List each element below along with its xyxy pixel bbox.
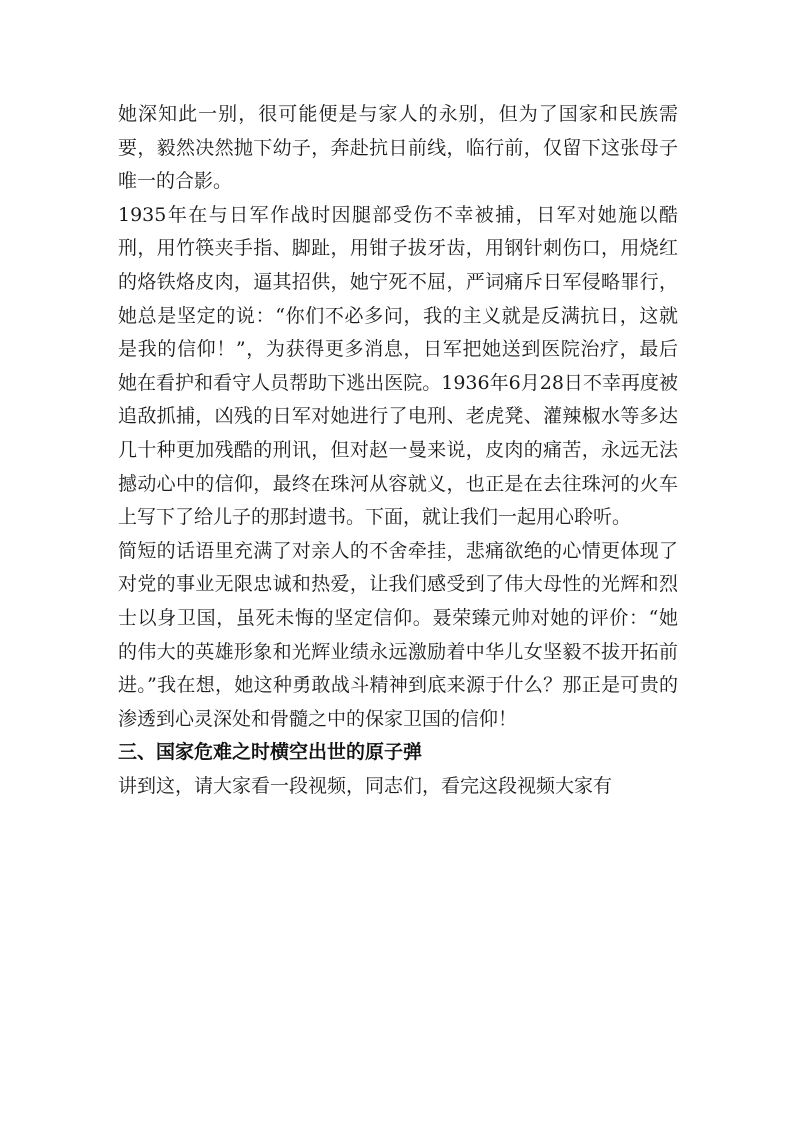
paragraph-farewell: 她深知此一别，很可能便是与家人的永别，但为了国家和民族需要，毅然决然抛下幼子，奔赴抗日前线，临行前，仅留下这张母子唯一的合影。 xyxy=(118,103,678,193)
paragraph-reflection: 简短的话语里充满了对亲人的不舍牵挂，悲痛欲绝的心情更体现了对党的事业无限忠诚和热爱，让我们感受到了伟大母性的光辉和烈士以身卫国，虽死未悔的坚定信仰。聂荣臻元帅对她的评价：“她的伟大的英雄形象和光辉业绩永远激励着中华儿女坚毅不拔开拓前进。”我在想，她这种勇敢战斗精神到底来源于什么？那正是可贵的渗透到心灵深处和骨髓之中的保家卫国的信仰！ xyxy=(118,539,678,730)
body-text xyxy=(118,98,678,803)
paragraph-capture: 1935年在与日军作战时因腿部受伤不幸被捕，日军对她施以酷刑，用竹筷夹手指、脚趾，用钳子拔牙齿，用钢针刺伤口，用烧红的烙铁烙皮肉，逼其招供，她宁死不屈，严词痛斥日军侵略罪行，她总是坚定的说：“你们不必多问，我的主义就是反满抗日，这就是我的信仰！”，为获得更多消息，日军把她送到医院治疗，最后她在看护和看守人员帮助下逃出医院。1936年6月28日不幸再度被追敌抓捕，凶残的日军对她进行了电刑、老虎凳、灌辣椒水等多达几十种更加残酷的刑讯，但对赵一曼来说，皮肉的痛苦，永远无法撼动心中的信仰，最终在珠河从容就义，也正是在去往珠河的火车上写下了给儿子的那封遗书。下面，就让我们一起用心聆听。 xyxy=(118,203,678,529)
section-heading: 三、国家危难之时横空出世的原子弹 xyxy=(118,741,423,764)
paragraph-closing: 讲到这，请大家看一段视频，同志们，看完这段视频大家有 xyxy=(118,774,613,797)
